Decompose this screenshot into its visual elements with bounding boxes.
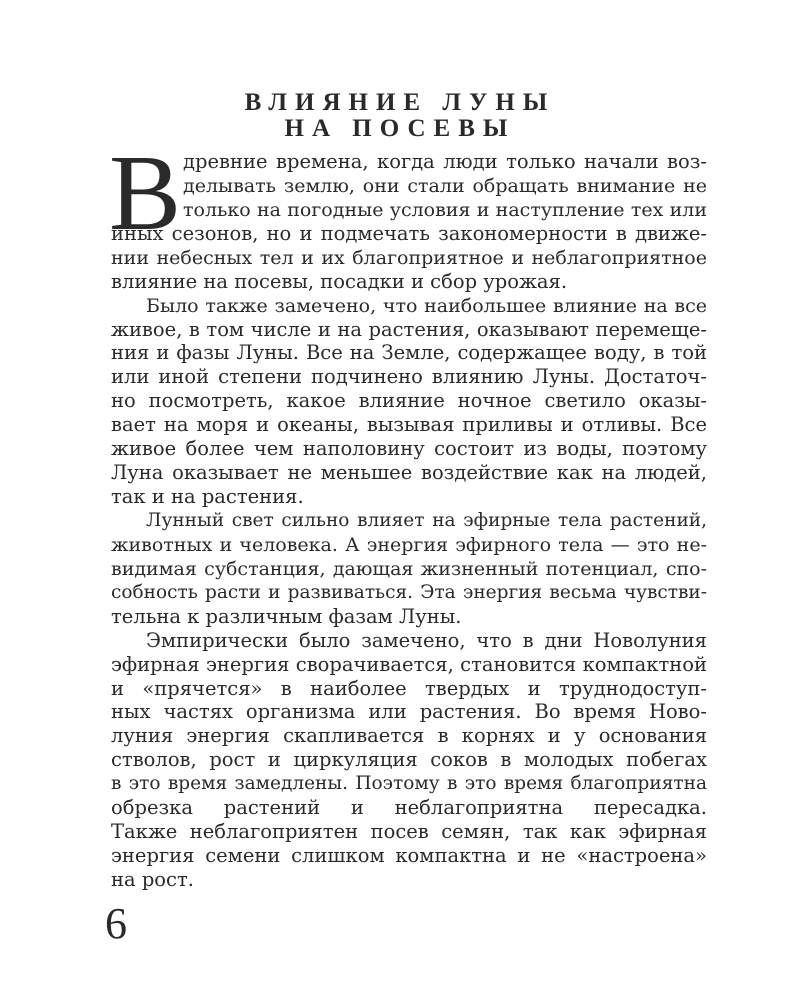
page-number: 6 <box>105 899 127 948</box>
text-line: только на погодные условия и наступление тех или <box>183 198 707 221</box>
text-line: влияние на посевы, посадки и сбор урожая. <box>111 269 568 293</box>
text-line: и «прячется» в наиболее твердых и труднодоступ- <box>111 676 707 700</box>
text-line: животных и человека. А энергия эфирного тела — это не- <box>111 533 707 556</box>
chapter-title-line-1: ВЛИЯНИЕ ЛУНЫ <box>244 89 556 116</box>
text-line: делывать землю, они стали обращать внимание не <box>183 174 707 197</box>
text-line: живое, в том числе и на растения, оказывают перемеще- <box>111 317 707 341</box>
text-line: Было также замечено, что наибольшее влияние на все <box>146 294 707 317</box>
text-line: стволов, рост и циркуляция соков в молодых побегах <box>111 748 707 772</box>
text-line: ния и фазы Луны. Все на Земле, содержащее воду, в той <box>111 341 707 365</box>
text-line: нии небесных тел и их благоприятное и неблагоприятное <box>111 246 707 269</box>
text-line: или иной степени подчинено влиянию Луны. Достаточ- <box>111 365 707 389</box>
text-line: древние времена, когда люди только начали воз- <box>183 150 707 173</box>
text-line: Луна оказывает не меньшее воздействие как на людей, <box>111 461 707 485</box>
text-line: ных частях организма или растения. Во время Ново- <box>111 700 707 724</box>
text-line: в это время замедлены. Поэтому в это время благоприятна <box>111 773 707 795</box>
text-line: живое более чем наполовину состоит из воды, поэтому <box>111 437 707 461</box>
text-line: собность расти и развиваться. Эта энергия весьма чувстви- <box>111 581 707 603</box>
text-line: луния энергия скапливается в корнях и у основания <box>111 724 707 748</box>
text-line: но посмотреть, какое влияние ночное светило оказы- <box>111 389 707 413</box>
text-line: так и на растения. <box>111 485 304 509</box>
text-line: иных сезонов, но и подмечать закономерности в движе- <box>111 221 707 245</box>
text-line: эфирная энергия сворачивается, становится компактной <box>111 652 707 676</box>
chapter-title-line-2: НА ПОСЕВЫ <box>284 115 516 142</box>
text-line: тельна к различным фазам Луны. <box>111 604 462 628</box>
text-line: Эмпирически было замечено, что в дни Новолуния <box>146 628 707 652</box>
text-line: энергия семени слишком компактна и не «настроена» <box>111 844 707 868</box>
text-line: видимая субстанция, дающая жизненный потенциал, спо- <box>111 557 707 580</box>
text-line: Лунный свет сильно влияет на эфирные тела растений, <box>146 510 707 531</box>
text-line: Также неблагоприятен посев семян, так как эфирная <box>111 820 707 844</box>
text-line: обрезка растений и неблагоприятна пересадка. <box>111 796 707 820</box>
text-line: на рост. <box>111 868 194 891</box>
text-line: вает на моря и океаны, вызывая приливы и отливы. Все <box>111 413 707 437</box>
drop-cap: В <box>109 134 182 253</box>
